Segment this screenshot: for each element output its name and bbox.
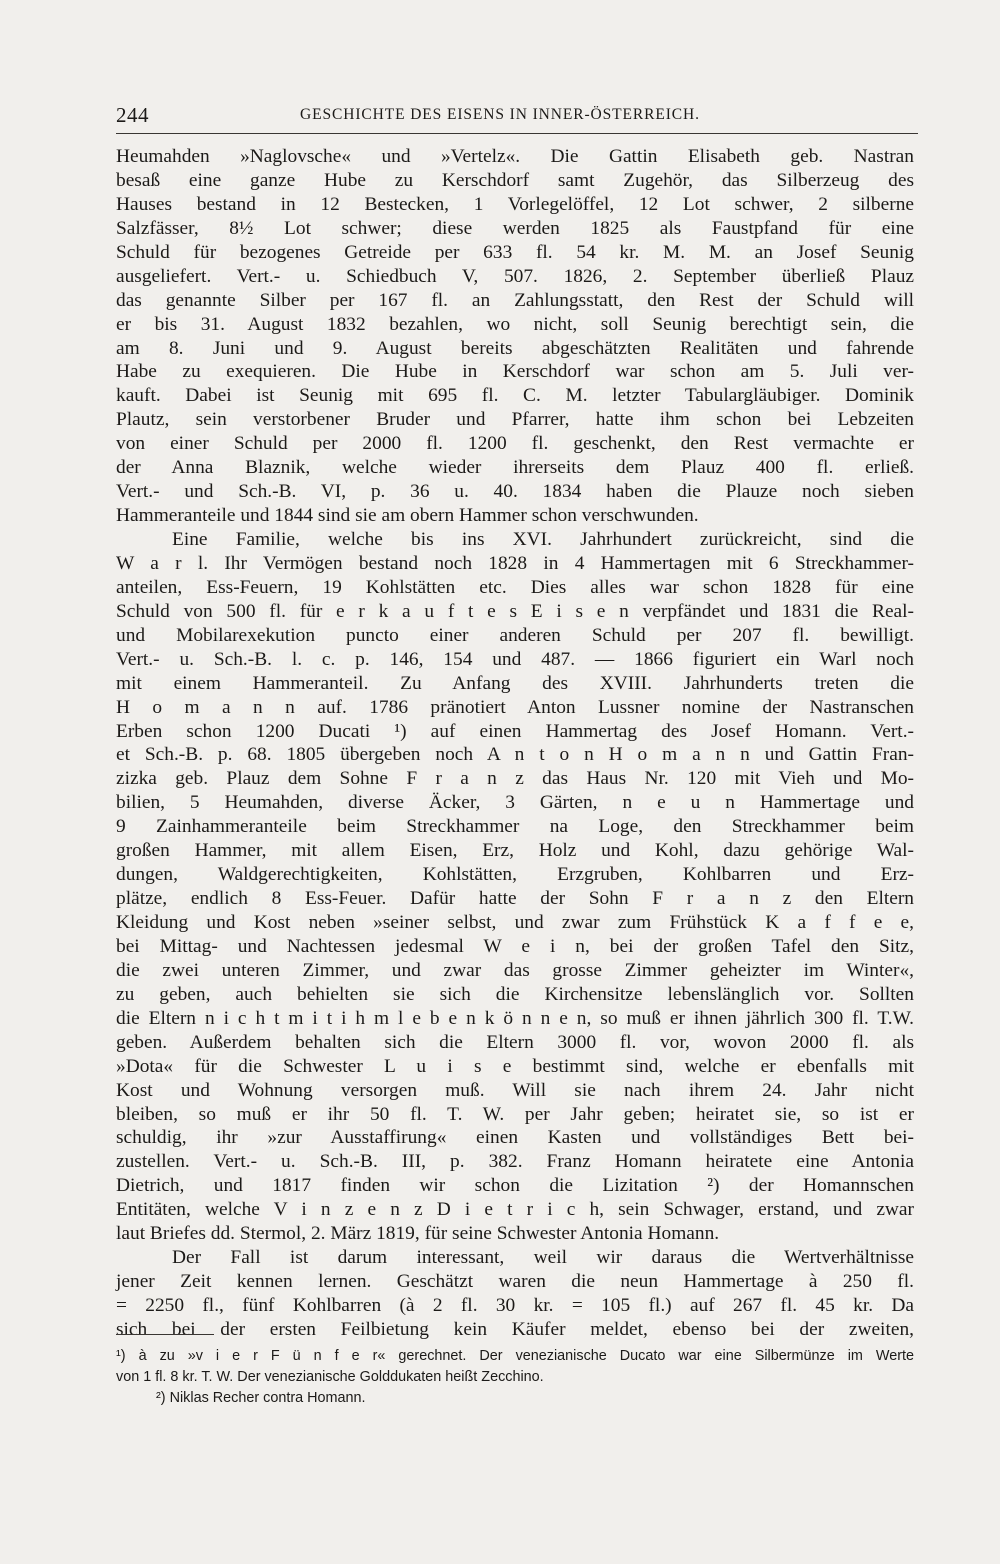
text-line: am 8. Juni und 9. August bereits abgeschätzten Realitäten und fahrende [116, 337, 914, 359]
text-line: Eine Familie, welche bis ins XVI. Jahrhundert zurückreicht, sind die [172, 529, 914, 550]
text-line: bilien, 5 Heumahden, diverse Äcker, 3 Gärten, n e u n Hammertage und [116, 792, 914, 814]
text-line: Schuld für bezogenes Getreide per 633 fl. 54 kr. M. M. an Josef Seunig [116, 241, 914, 263]
text-line: Dietrich, und 1817 finden wir schon die Lizitation ²) der Homannschen [116, 1175, 914, 1197]
text-line: 9 Zainhammeranteile beim Streckhammer na Loge, den Streckhammer beim [116, 816, 914, 838]
page-number: 244 [116, 103, 149, 127]
text-line: bei Mittag- und Nachtessen jedesmal W e i n, bei der großen Tafel den Sitz, [116, 935, 914, 957]
text-line: die zwei unteren Zimmer, und zwar das grosse Zimmer geheizter im Winter«, [116, 959, 914, 981]
text-line: sich bei der ersten Feilbietung kein Käufer meldet, ebenso bei der zweiten, [116, 1318, 914, 1340]
text-line: »Dota« für die Schwester L u i s e bestimmt sind, welche er ebenfalls mit [116, 1055, 914, 1077]
text-line: zizka geb. Plauz dem Sohne F r a n z das Haus Nr. 120 mit Vieh und Mo- [116, 768, 914, 790]
footnotes [116, 1346, 914, 1409]
text-line: geben. Außerdem behalten sich die Eltern 3000 fl. vor, wovon 2000 fl. als [116, 1031, 914, 1053]
text-line: Salzfässer, 8½ Lot schwer; diese werden 1825 als Faustpfand für eine [116, 217, 914, 239]
text-line: Erben schon 1200 Ducati ¹) auf einen Hammertag des Josef Homann. Vert.- [116, 720, 914, 742]
text-line: Plautz, sein verstorbener Bruder und Pfarrer, hatte ihm schon bei Lebzeiten [116, 409, 914, 431]
text-line: Hammeranteile und 1844 sind sie am obern Hammer schon verschwunden. [116, 505, 699, 527]
text-line: Hauses bestand in 12 Bestecken, 1 Vorlegelöffel, 12 Lot schwer, 2 silberne [116, 193, 914, 215]
text-line: Vert.- und Sch.-B. VI, p. 36 u. 40. 1834 haben die Plauze noch sieben [116, 481, 914, 503]
text-line: = 2250 fl., fünf Kohlbarren (à 2 fl. 30 kr. = 105 fl.) auf 267 fl. 45 kr. Da [116, 1295, 914, 1316]
text-line: H o m a n n auf. 1786 pränotiert Anton Lussner nomine der Nastranschen [116, 696, 914, 718]
text-line: Der Fall ist darum interessant, weil wir daraus die Wertverhältnisse [172, 1247, 914, 1269]
text-line: besaß eine ganze Hube zu Kerschdorf samt Zugehör, das Silberzeug des [116, 169, 914, 191]
text-line: et Sch.-B. p. 68. 1805 übergeben noch A n t o n H o m a n n und Gattin Fran- [116, 744, 914, 766]
text-line: das genannte Silber per 167 fl. an Zahlungsstatt, den Rest der Schuld will [116, 289, 914, 311]
text-line: Kleidung und Kost neben »seiner selbst, und zwar zum Frühstück K a f f e e, [116, 912, 914, 933]
text-line: und Mobilarexekution puncto einer anderen Schuld per 207 fl. bewilligt. [116, 624, 914, 646]
text-line: W a r l. Ihr Vermögen bestand noch 1828 in 4 Hammertagen mit 6 Streckhammer- [116, 552, 914, 574]
text-line: anteilen, Ess-Feuern, 19 Kohlstätten etc. Dies alles war schon 1828 für eine [116, 576, 914, 598]
text-line: jener Zeit kennen lernen. Geschätzt waren die neun Hammertage à 250 fl. [116, 1271, 914, 1293]
text-line: die Eltern n i c h t m i t i h m l e b e n k ö n n e n, so muß er ihnen jährlich 300 fl. T.W. [116, 1007, 914, 1029]
text-line: laut Briefes dd. Stermol, 2. März 1819, für seine Schwester Antonia Homann. [116, 1223, 720, 1245]
text-line: er bis 31. August 1832 bezahlen, wo nicht, soll Seunig berechtigt sein, die [116, 313, 914, 335]
text-line: Heumahden »Naglovsche« und »Vertelz«. Die Gattin Elisabeth geb. Nastran [116, 146, 914, 167]
text-line: bleiben, so muß er ihr 50 fl. T. W. per Jahr geben; heiratet sie, so ist er [116, 1103, 914, 1125]
text-line: Kost und Wohnung versorgen muß. Will sie nach ihrem 24. Jahr nicht [116, 1079, 914, 1101]
footnote-2: ²) Niklas Recher contra Homann. [156, 1390, 366, 1406]
text-line: kauft. Dabei ist Seunig mit 695 fl. C. M. letzter Tabulargläubiger. Dominik [116, 385, 914, 407]
text-line: von einer Schuld per 2000 fl. 1200 fl. geschenkt, den Rest vermachte er [116, 433, 914, 455]
page-header [116, 103, 918, 134]
running-title: GESCHICHTE DES EISENS IN INNER-ÖSTERREICH. [300, 106, 700, 123]
text-line: ausgeliefert. Vert.- u. Schiedbuch V, 507. 1826, 2. September überließ Plauz [116, 265, 914, 287]
footnote-divider [116, 1334, 214, 1335]
body-text [116, 145, 914, 1342]
text-line: Entitäten, welche V i n z e n z D i e t r i c h, sein Schwager, erstand, und zwar [116, 1199, 914, 1221]
text-line: Habe zu exequieren. Die Hube in Kerschdorf war schon am 5. Juli ver- [116, 361, 914, 383]
text-line: mit einem Hammeranteil. Zu Anfang des XVIII. Jahrhunderts treten die [116, 672, 914, 694]
text-line: schuldig, ihr »zur Ausstaffirung« einen Kasten und vollständiges Bett bei- [116, 1127, 914, 1149]
text-line: großen Hammer, mit allem Eisen, Erz, Holz und Kohl, dazu gehörige Wal- [116, 840, 914, 862]
text-line: zustellen. Vert.- u. Sch.-B. III, p. 382. Franz Homann heiratete eine Antonia [116, 1151, 914, 1173]
footnote-1-line-1: ¹) à zu »v i e r F ü n f e r« gerechnet. Der venezianische Ducato war eine Silbermünze im Werte [116, 1348, 914, 1364]
text-line: der Anna Blaznik, welche wieder ihrerseits dem Plauz 400 fl. erließ. [116, 457, 914, 479]
text-line: Schuld von 500 fl. für e r k a u f t e s E i s e n verpfändet und 1831 die Real- [116, 600, 914, 622]
text-line: dungen, Waldgerechtigkeiten, Kohlstätten, Erzgruben, Kohlbarren und Erz- [116, 864, 914, 886]
footnote-1-line-2: von 1 fl. 8 kr. T. W. Der venezianische Golddukaten heißt Zecchino. [116, 1369, 544, 1385]
text-line: Vert.- u. Sch.-B. l. c. p. 146, 154 und 487. — 1866 figuriert ein Warl noch [116, 648, 914, 670]
text-line: zu geben, auch behielten sie sich die Kirchensitze lebenslänglich vor. Sollten [116, 983, 914, 1005]
text-line: plätze, endlich 8 Ess-Feuer. Dafür hatte der Sohn F r a n z den Eltern [116, 888, 914, 910]
